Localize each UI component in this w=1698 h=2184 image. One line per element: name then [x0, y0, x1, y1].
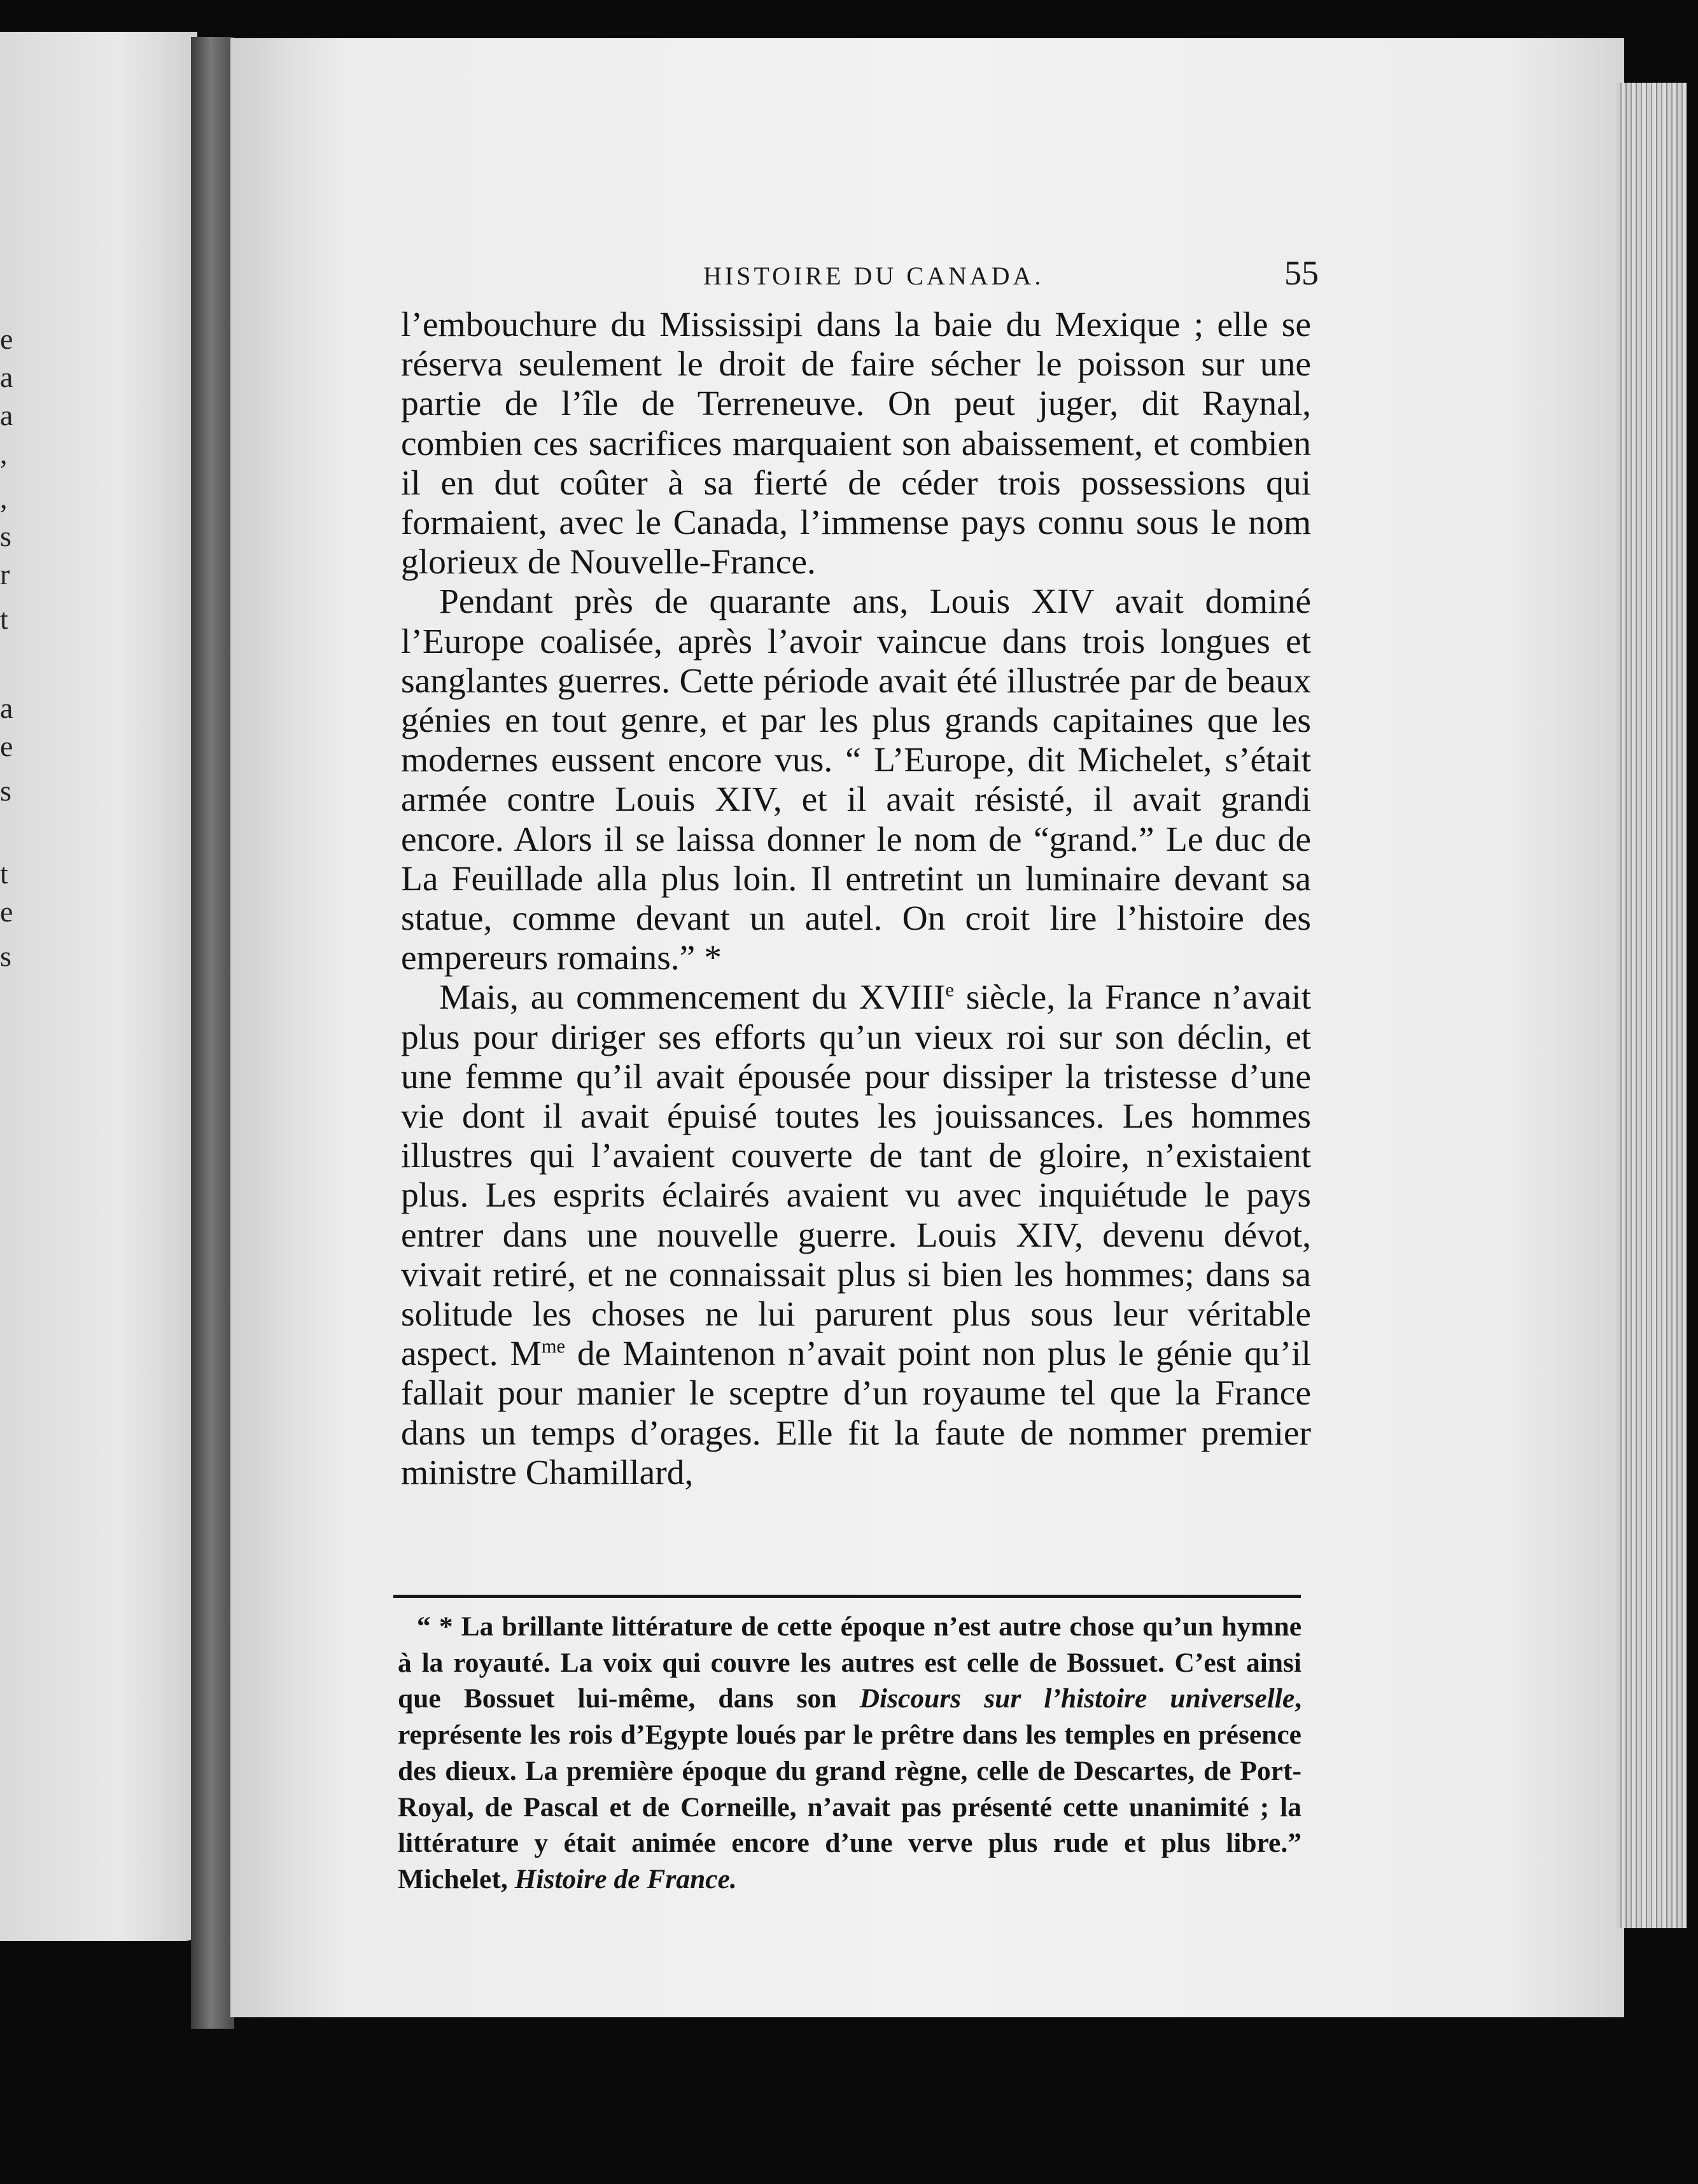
- page-edges: [1617, 83, 1687, 1928]
- body-text: [401, 305, 1311, 1493]
- paragraph-text: Mais, au commencement du XVIII: [439, 978, 946, 1018]
- footnote-title: Discours sur l’histoire universelle: [859, 1683, 1295, 1714]
- page-number: 55: [1284, 254, 1319, 292]
- facing-page: [0, 32, 197, 1941]
- superscript: me: [541, 1335, 566, 1357]
- facing-page-fragment: r: [0, 558, 10, 591]
- book-gutter: [191, 37, 234, 2029]
- facing-page-fragment: s: [0, 520, 11, 552]
- paragraph: [401, 978, 1311, 1493]
- facing-page-fragment: t: [0, 603, 8, 635]
- facing-page-fragment: e: [0, 730, 13, 762]
- facing-page-fragment: e: [0, 895, 13, 928]
- paragraph-text: de Maintenon n’avait point non plus le génie qu’il fallait pour manier le sceptre d’un royaume tel que la France dans un temps d’orages. Elle fit la faute de nommer premier ministre Chamillard,: [401, 1334, 1311, 1492]
- facing-page-fragment: ,: [0, 482, 8, 514]
- facing-page-fragment: a: [0, 692, 13, 724]
- footnote-paragraph: [398, 1609, 1302, 1898]
- footnote-text: “ * La brillante littérature de cette époque n’est autre chose qu’un hymne à la royauté. La voix qui couvre les autres est celle de Bossuet. C’est ainsi que Bossuet lui-même, dans son: [398, 1611, 1302, 1714]
- facing-page-fragment: t: [0, 857, 8, 890]
- footnote: [398, 1609, 1302, 1898]
- facing-page-fragment: s: [0, 940, 11, 972]
- facing-page-fragment: e: [0, 323, 13, 355]
- facing-page-fragment: a: [0, 399, 13, 431]
- paragraph-text: siècle, la France n’avait plus pour diriger ses efforts qu’un vieux roi sur son déclin, et une femme qu’il avait épousée pour dissiper la tristesse d’une vie dont il avait épuisé toutes les jouissances. Les hommes illustres qui l’avaient couverte de tant de gloire, n’existaient plus. Les esprits éclairés avaient vu avec inquiétude le pays entrer dans une nouvelle guerre. Louis XIV, devenu dévot, vivait retiré, et ne connaissait plus si bien les hommes; dans sa solitude les choses ne lui parurent plus sous leur véritable aspect. M: [401, 978, 1311, 1374]
- superscript: e: [945, 979, 954, 1001]
- running-head: HISTOIRE DU CANADA.: [703, 262, 1044, 290]
- footnote-text: , représente les rois d’Egypte loués par le prêtre dans les temples en présence des dieux. La première époque du grand règne, celle de Descartes, de Port-Royal, de Pascal et de Corneille, n’avait pas présenté cette unanimité ; la littérature y était animée encore d’une verve plus rude et plus libre.” Michelet,: [398, 1683, 1302, 1894]
- paragraph: l’embouchure du Mississipi dans la baie du Mexique ; elle se réserva seulement le droit de faire sécher le poisson sur une partie de l’île de Terreneuve. On peut juger, dit Raynal, combien ces sacrifices marquaient son abaissement, et combien il en dut coûter à sa fierté de céder trois possessions qui formaient, avec le Canada, l’immense pays connu sous le nom glorieux de Nouvelle-France.: [401, 305, 1311, 582]
- facing-page-fragment: a: [0, 361, 13, 393]
- footnote-rule: [393, 1595, 1301, 1598]
- footnote-title: Histoire de France.: [514, 1863, 737, 1894]
- facing-page-fragment: s: [0, 774, 11, 807]
- facing-page-fragment: ,: [0, 437, 8, 470]
- paragraph: Pendant près de quarante ans, Louis XIV avait dominé l’Europe coalisée, après l’avoir vaincue dans trois longues et sanglantes guerres. Cette période avait été illustrée par de beaux génies en tout genre, et par les plus grands capitaines que les modernes eussent encore vus. “ L’Europe, dit Michelet, s’était armée contre Louis XIV, et il avait résisté, il avait grandi encore. Alors il se laissa donner le nom de “grand.” Le duc de La Feuillade alla plus loin. Il entretint un luminaire devant sa statue, comme devant un autel. On croit lire l’histoire des empereurs romains.” *: [401, 582, 1311, 978]
